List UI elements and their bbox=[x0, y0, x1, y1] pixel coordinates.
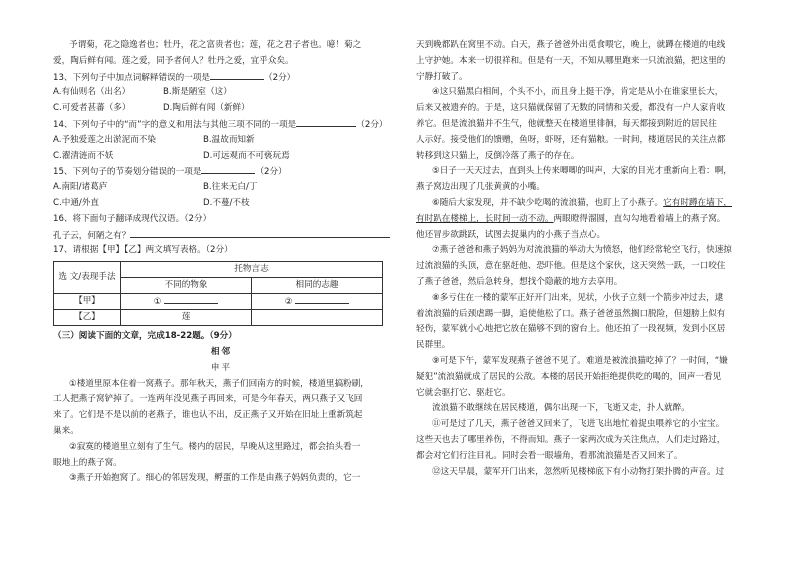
paragraph-line: ①楼道里原本住着一窝燕子。那年秋天，燕子们回南方的时候，楼道里搞粉刷， bbox=[69, 378, 369, 389]
paragraph-line: 它就会驱打它、驱赶它。 bbox=[416, 387, 511, 398]
paragraph-line: 疑犯”流浪猫就成了居民的公敌。本楼的居民开始拒绝提供吃的喝的，回声一看见 bbox=[416, 371, 722, 382]
paragraph-line: 来了。它们是不是以前的老燕子，谁也认不出，反正燕子又开始在旧址上重新筑起 bbox=[53, 410, 363, 421]
q14-options-row-2 bbox=[53, 149, 390, 165]
article-author: 申平 bbox=[210, 362, 233, 373]
table-row-yi: 【乙】 bbox=[54, 310, 121, 326]
underlined-sentence: 它有时蹲在墙下， bbox=[663, 197, 732, 208]
table-cell-1[interactable]: ① bbox=[121, 294, 252, 310]
q13-stem: 13、下列句子中加点词解释错误的一项是 （2分） bbox=[53, 70, 390, 86]
paragraph-line: 流浪猫不敢继续在居民楼道，偶尔出现一下，飞逝又走，扑人就醉。 bbox=[432, 403, 690, 414]
q13-option-c: C.可爱者甚蕃（多） bbox=[53, 103, 131, 114]
underlined-sentence: 有时趴在楼梯上，长时间一动不动。 bbox=[416, 213, 554, 224]
paragraph-line: 上守护她。本来一切很祥和。但是有一天，不知从哪里跑来一只流浪猫，把这里的 bbox=[416, 55, 726, 66]
passage-line-2: 爱，陶后鲜有闻。莲之爱，同予者何人？牡丹之爱，宜乎众矣。 bbox=[53, 55, 294, 66]
paragraph-line: 天到晚都趴在窝里不动。白天，燕子爸爸外出觅食喂它，晚上，就蹲在楼道的电线 bbox=[416, 40, 726, 50]
q13-option-b: B.斯是陋室（这） bbox=[163, 87, 232, 98]
table-header-interest: 相同的志趣 bbox=[252, 278, 383, 294]
q17-stem: 17、请根据【甲】【乙】两文填写表格。（2分） bbox=[53, 245, 233, 256]
q16-stem: 16、将下面句子翻译成现代汉语。（2分） bbox=[53, 213, 212, 224]
q13-option-d: D.陶后鲜有闻（新鲜） bbox=[163, 103, 250, 114]
paragraph-line: ⑦燕子爸爸和燕子妈妈为对流浪猫的举动大为愤怒，他们经常轮空飞行，快速掠 bbox=[432, 245, 732, 256]
paragraph-line: ⑨可是下午，蒙军发现燕子爸爸不见了。难道是被流浪猫吃掉了？一时间，“嫌 bbox=[432, 355, 728, 366]
paragraph-line: 都会对它们行注目礼。同时会看一眼墙角，看那流浪猫是否又回来了。 bbox=[416, 450, 683, 461]
q15-option-b: B.往来无白/丁 bbox=[203, 182, 258, 193]
table-header-tuowu: 托物言志 bbox=[121, 262, 383, 278]
q15-options-row-2 bbox=[53, 196, 390, 212]
left-column bbox=[53, 38, 390, 487]
paragraph-line: 后来又被遗弃的。于是，这只猫就保留了无数的同情和关爱，都没有一户人家肯收 bbox=[416, 103, 726, 114]
paragraph-line: ⑧多亏住在一楼的蒙军正好开门出来，见状，小伙子立刻一个箭步冲过去，逮 bbox=[432, 292, 724, 303]
q15-option-a: A.南阳/诸葛庐 bbox=[53, 182, 108, 193]
q15-stem: 15、下列句子的节奏划分错误的一项是 （2分） bbox=[53, 164, 390, 180]
paragraph-line: 养它。但是流浪猫并不生气，他就整天在楼道里徘徊，每天都接到附近的居民往 bbox=[416, 118, 717, 129]
q16-sentence: 孔子云，何陋之有？ bbox=[53, 228, 390, 244]
table-cell-4[interactable] bbox=[252, 310, 383, 326]
paragraph-line: ⑪可是过了几天，燕子爸爸又回来了，飞进飞出地忙着捉虫喂养它的小宝宝。 bbox=[432, 419, 725, 430]
paragraph-6-line-2: 有时趴在楼梯上，长时间一动不动。两眼瞪得溜圆，直勾勾地看着墙上的燕子窝。 bbox=[416, 213, 726, 224]
paragraph-line: 工人把燕子窝铲掉了。一连两年没见燕子再回来，可是今年春天，两只燕子又飞回 bbox=[53, 394, 363, 405]
table-cell-3: 莲 bbox=[121, 310, 252, 326]
paragraph-6-line-1: ⑥随后大家发现，并不缺少吃喝的流浪猫，也盯上了小燕子。它有时蹲在墙下， bbox=[432, 197, 732, 208]
paragraph-line: 转移到这只猫上，反倒冷落了燕子的存在。 bbox=[416, 150, 580, 161]
paragraph-line: 眼地上的燕子窝。 bbox=[53, 457, 122, 468]
section-3-heading: （三）阅读下面的文章，完成18-22题。（9分） bbox=[53, 331, 237, 342]
table-row-jia: 【甲】 bbox=[54, 294, 121, 310]
q15-option-c: C.中通/外直 bbox=[53, 197, 100, 208]
right-column bbox=[416, 38, 758, 480]
table-cell-2[interactable]: ② bbox=[252, 294, 383, 310]
passage-line-1: 予谓菊，花之隐逸者也；牡丹，花之富贵者也；莲，花之君子者也。噫！菊之 bbox=[69, 40, 362, 50]
q14-option-b: B.温故而知新 bbox=[203, 134, 255, 145]
paragraph-line: 轻伤，蒙军就小心地把它放在猫够不到的窗台上。他还拍了一段视频，发到小区居 bbox=[416, 324, 726, 335]
q13-options-row-2 bbox=[53, 101, 390, 117]
q14-option-a: A.予独爱莲之出淤泥而不染 bbox=[53, 134, 156, 145]
paragraph-line: 过流浪猫的头顶，意在驱赶他、恐吓他。但是这个家伙，这天突然一跃，一口咬住 bbox=[416, 261, 726, 272]
paragraph-line: ③燕子开始抱窝了。细心的邻居发现，孵蛋的工作是由燕子妈妈负责的，它一 bbox=[69, 473, 361, 484]
q14-option-c: C.濯清涟而不妖 bbox=[53, 150, 114, 161]
paragraph-line: ④这只猫黑白相间，个头不小，而且身上挺干净，肯定是从小在谁家里长大， bbox=[432, 87, 724, 98]
paragraph-6-line-3: 他还冒步欲跳跃，试图去捉巢内的小燕子当点心。 bbox=[416, 229, 606, 240]
table-header-objects: 不同的物象 bbox=[121, 278, 252, 294]
paragraph-line: 燕子窝边出现了几张黄黄的小嘴。 bbox=[416, 182, 545, 193]
table-header-method: 选 文/表现手法 bbox=[54, 262, 121, 294]
paragraph-line: ⑫这天早晨，蒙军开门出来，忽然听见楼梯底下有小动物打架扑腾的声音。过 bbox=[432, 466, 725, 477]
paragraph-line: 了燕子爸爸，然后急转身，想找个隐蔽的地方去享用。 bbox=[416, 276, 623, 287]
paragraph-line: 宁静打破了。 bbox=[416, 71, 468, 82]
paragraph-line: 巢来。 bbox=[53, 425, 79, 436]
q13-options-row-1 bbox=[53, 85, 390, 101]
q13-option-a: A.有仙则名（出名） bbox=[53, 87, 131, 98]
paragraph-line: ②寂寞的楼道里立刻有了生气。楼内的居民，早晚从这里路过，都会抬头看一 bbox=[69, 441, 361, 452]
article-title: 相邻 bbox=[210, 346, 233, 357]
paragraph-line: 人示好。接受他们的馈赠，鱼呀，虾呀，还有猫粮。一时间，楼道居民的关注点都 bbox=[416, 134, 726, 145]
paragraph-line: 民群里。 bbox=[416, 340, 451, 351]
paragraph-line: 着流浪猫的后颈虐踢一脚，追使他松了口。燕子爸爸虽然搁口脱险，但翅膀上似有 bbox=[416, 308, 726, 319]
q15-options-row-1 bbox=[53, 180, 390, 196]
q15-option-d: D.不蔓/不枝 bbox=[203, 197, 250, 208]
q17-table bbox=[53, 261, 383, 326]
q14-options-row-1 bbox=[53, 133, 390, 149]
answer-line[interactable] bbox=[130, 228, 390, 238]
q14-stem: 14、下列句子中的“而”字的意义和用法与其他三项不同的一项是 （2分） bbox=[53, 117, 390, 133]
paragraph-line: 这些天也去了哪里养伤，不得而知。燕子一家两次成为关注焦点，人们走过路过， bbox=[416, 434, 726, 445]
q14-option-d: D.可远观而不可亵玩焉 bbox=[203, 150, 290, 161]
paragraph-line: ⑤日子一天天过去，直到头上传来唧唧的叫声，大家的目光才重新向上看：啊， bbox=[432, 166, 732, 177]
